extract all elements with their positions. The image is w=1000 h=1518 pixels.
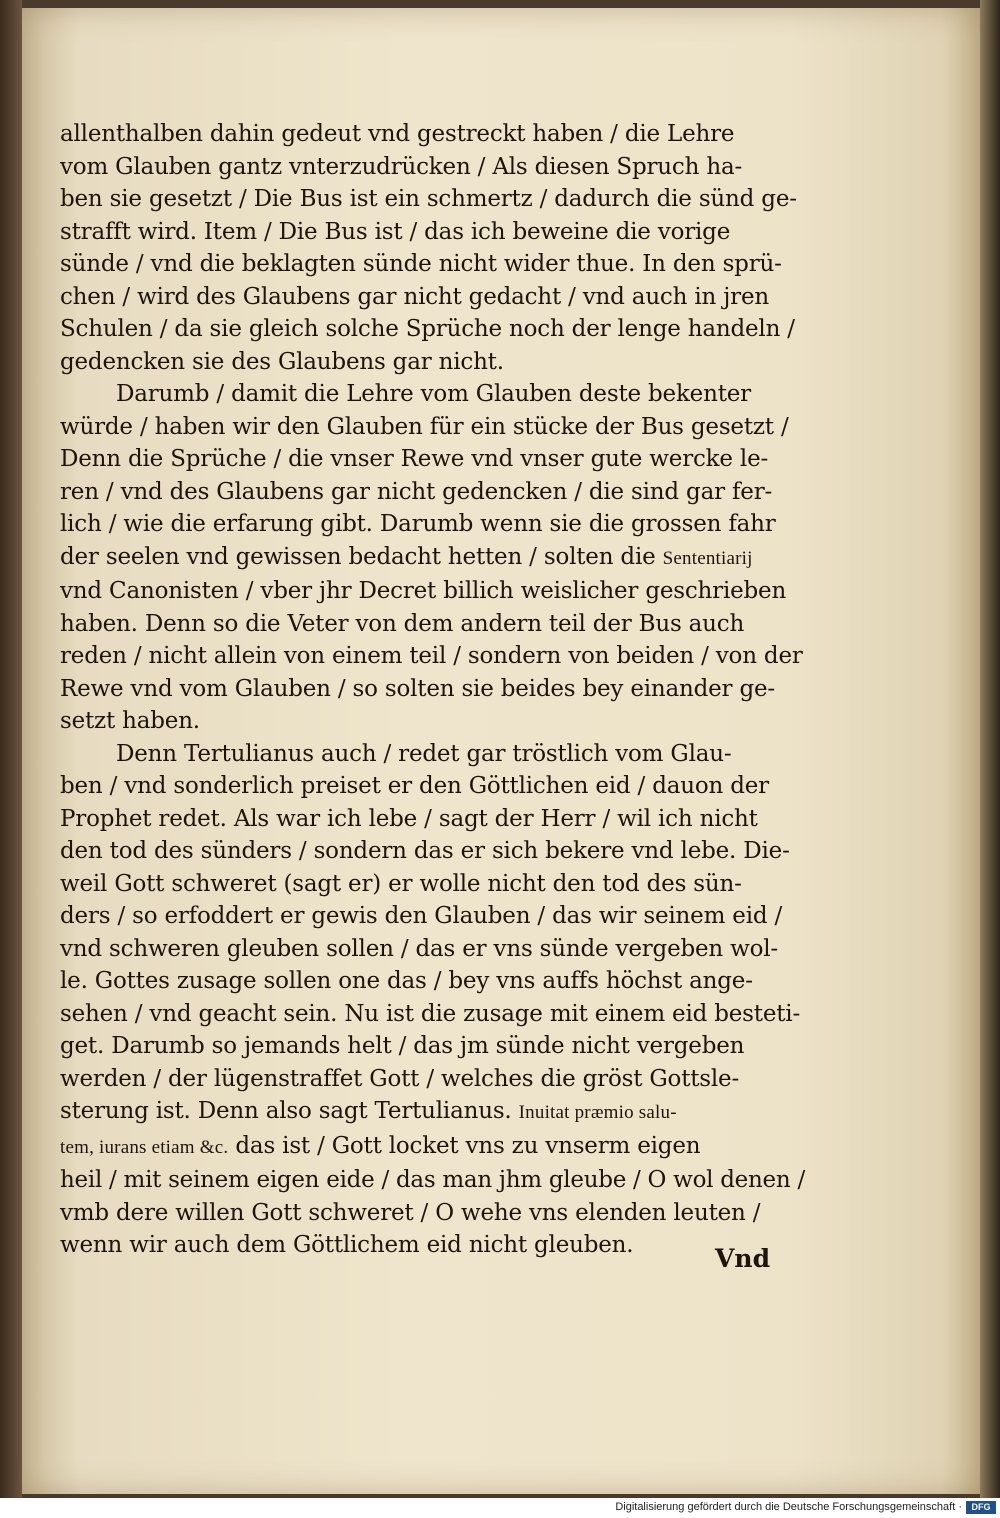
line-text: vmb dere willen Gott schweret / O wehe vns elenden leuten / xyxy=(60,1199,761,1226)
line-text: Rewe vnd vom Glauben / so solten sie beides bey einander ge- xyxy=(60,675,775,702)
latin-text: Sententiarij xyxy=(662,547,753,569)
book-spine xyxy=(0,0,22,1498)
text-line xyxy=(60,1229,805,1262)
text-line xyxy=(60,476,805,509)
line-text: chen / wird des Glaubens gar nicht gedacht / vnd auch in jren xyxy=(60,283,769,310)
text-line xyxy=(60,151,805,184)
text-line xyxy=(60,868,805,901)
text-line xyxy=(60,443,805,476)
text-line xyxy=(60,313,805,346)
line-text: ren / vnd des Glaubens gar nicht gedencken / die sind gar fer- xyxy=(60,478,773,505)
dfg-logo-icon: DFG xyxy=(966,1501,996,1514)
text-line xyxy=(60,900,805,933)
catchword: Vnd xyxy=(715,1244,771,1273)
text-line xyxy=(60,998,805,1031)
line-text: le. Gottes zusage sollen one das / bey vns auffs höchst ange- xyxy=(60,968,753,994)
text-line xyxy=(60,1130,805,1165)
line-text: allenthalben dahin gedeut vnd gestreckt haben / die Lehre xyxy=(60,121,735,147)
line-text: gedencken sie des Glaubens gar nicht. xyxy=(60,348,504,375)
line-text: sünde / vnd die beklagten sünde nicht wider thue. In den sprü- xyxy=(60,251,782,277)
text-line xyxy=(60,803,805,836)
line-text: heil / mit seinem eigen eide / das man jhm gleube / O wol denen / xyxy=(60,1167,805,1193)
line-text: würde / haben wir den Glauben für ein stücke der Bus gesetzt / xyxy=(60,413,789,440)
text-line xyxy=(60,1030,805,1063)
text-line xyxy=(60,281,805,314)
body-text xyxy=(60,118,805,1262)
text-line xyxy=(60,216,805,249)
latin-text: Inuitat præmio salu- xyxy=(518,1102,677,1123)
line-text: vom Glauben gantz vnterzudrücken / Als diesen Spruch ha- xyxy=(60,153,743,180)
text-line xyxy=(60,738,805,771)
line-text: ders / so erfoddert er gewis den Glauben / das wir seinem eid / xyxy=(60,903,783,929)
line-text: Denn Tertulianus auch / redet gar tröstlich vom Glau- xyxy=(116,740,732,767)
line-text: ben / vnd sonderlich preiset er den Göttlichen eid / dauon der xyxy=(60,773,769,799)
line-text: reden / nicht allein von einem teil / sondern von beiden / von der xyxy=(60,643,803,669)
line-text: wenn wir auch dem Göttlichem eid nicht gleuben. xyxy=(60,1232,634,1258)
line-text: setzt haben. xyxy=(60,708,200,734)
text-line xyxy=(60,183,805,216)
line-text: Schulen / da sie gleich solche Sprüche noch der lenge handeln / xyxy=(60,316,795,342)
line-text: weil Gott schweret (sagt er) er wolle nicht den tod des sün- xyxy=(60,870,742,897)
page-edge xyxy=(980,0,1000,1498)
funding-credit: Digitalisierung gefördert durch die Deutsche Forschungsgemeinschaft · xyxy=(615,1501,962,1513)
line-text: das ist / Gott locket vns zu vnserm eigen xyxy=(228,1132,701,1159)
line-text: Darumb / damit die Lehre vom Glauben deste bekenter xyxy=(116,381,751,407)
text-line xyxy=(60,640,805,673)
line-text: lich / wie die erfarung gibt. Darumb wenn sie die grossen fahr xyxy=(60,511,776,537)
text-line xyxy=(60,1063,805,1096)
text-line xyxy=(60,835,805,868)
line-text: werden / der lügenstraffet Gott / welches die gröst Gottsle- xyxy=(60,1065,740,1092)
line-text: strafft wird. Item / Die Bus ist / das ich beweine die vorige xyxy=(60,218,731,245)
text-line xyxy=(60,965,805,998)
line-text: der seelen vnd gewissen bedacht hetten / solten die xyxy=(60,543,663,570)
text-line xyxy=(60,673,805,706)
line-text: sterung ist. Denn also sagt Tertulianus. xyxy=(60,1098,519,1124)
text-line xyxy=(60,1197,805,1230)
line-text: vnd Canonisten / vber jhr Decret billich weislicher geschrieben xyxy=(60,578,787,604)
text-line xyxy=(60,608,805,641)
text-line xyxy=(60,411,805,444)
text-line xyxy=(60,508,805,541)
line-text: sehen / vnd geacht sein. Nu ist die zusage mit einem eid besteti- xyxy=(60,1000,801,1027)
text-line xyxy=(60,346,805,379)
latin-text: tem, iurans etiam &c. xyxy=(60,1136,229,1158)
line-text: Denn die Sprüche / die vnser Rewe vnd vnser gute wercke le- xyxy=(60,446,769,472)
line-text: Prophet redet. Als war ich lebe / sagt der Herr / wil ich nicht xyxy=(60,805,758,832)
text-line xyxy=(60,118,805,151)
text-line xyxy=(60,575,805,608)
text-line xyxy=(60,933,805,966)
text-line xyxy=(60,1164,805,1197)
footer-bar xyxy=(0,1498,1000,1518)
line-text: vnd schweren gleuben sollen / das er vns sünde vergeben wol- xyxy=(60,935,779,962)
text-line xyxy=(60,378,805,411)
text-line xyxy=(60,248,805,281)
text-line xyxy=(60,541,805,576)
line-text: get. Darumb so jemands helt / das jm sünde nicht vergeben xyxy=(60,1033,745,1059)
text-line xyxy=(60,705,805,738)
text-line xyxy=(60,770,805,803)
line-text: ben sie gesetzt / Die Bus ist ein schmertz / dadurch die sünd ge- xyxy=(60,186,797,212)
line-text: haben. Denn so die Veter von dem andern teil der Bus auch xyxy=(60,610,745,637)
text-line xyxy=(60,1095,805,1130)
line-text: den tod des sünders / sondern das er sich bekere vnd lebe. Die- xyxy=(60,838,790,864)
